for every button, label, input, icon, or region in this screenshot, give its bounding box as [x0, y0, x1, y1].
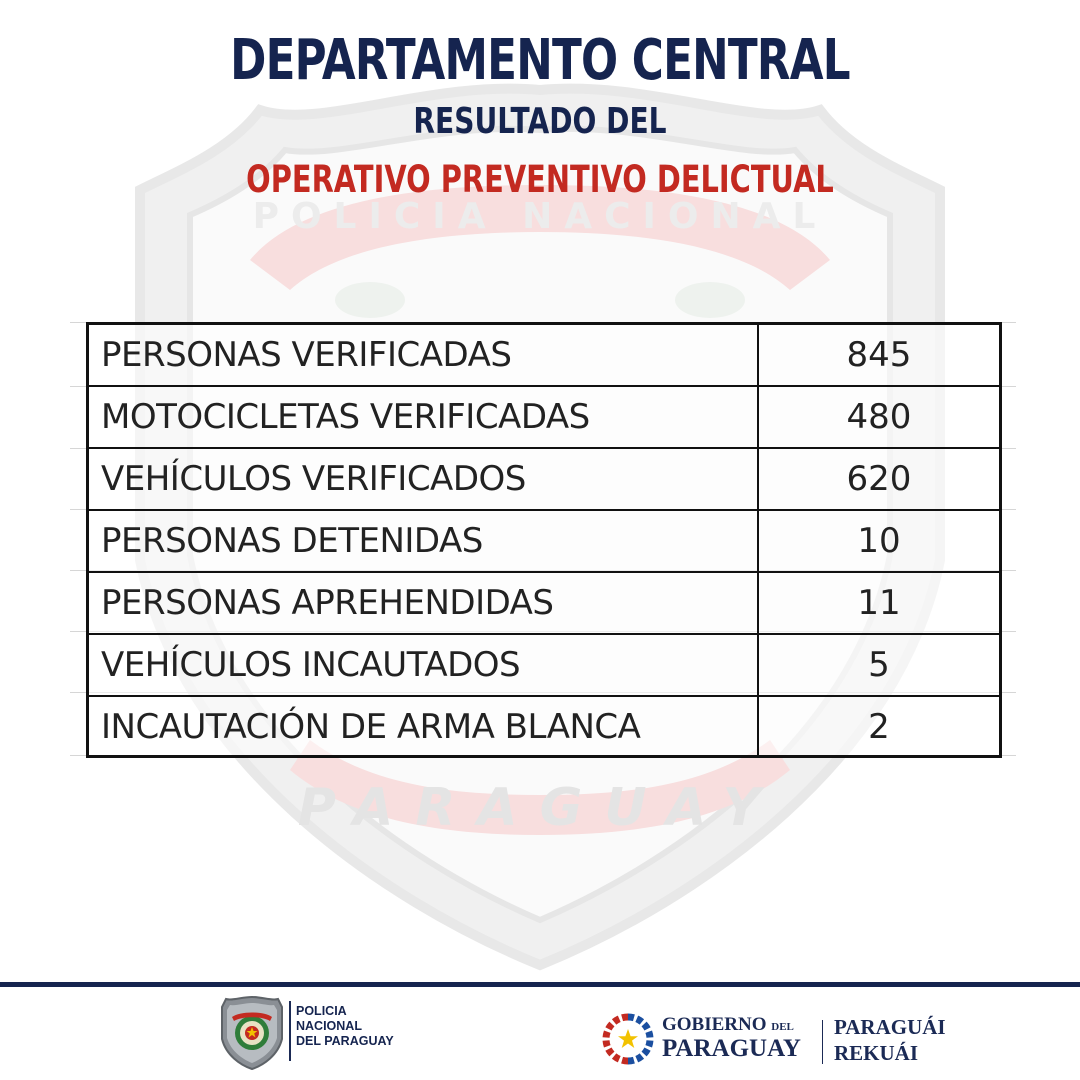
table-row — [89, 325, 999, 386]
row-value: 2 — [758, 696, 999, 757]
del-text: DEL — [771, 1021, 794, 1033]
results-table — [86, 322, 1002, 758]
row-label: VEHÍCULOS VERIFICADOS — [89, 448, 758, 510]
row-value: 5 — [758, 634, 999, 696]
row-label: PERSONAS APREHENDIDAS — [89, 572, 758, 634]
page-title: DEPARTAMENTO CENTRAL — [230, 28, 850, 93]
gobierno-text: GOBIERNO — [662, 1014, 767, 1035]
title-block — [0, 28, 1080, 202]
police-text-line3: DEL PARAGUAY — [296, 1034, 394, 1048]
table-row — [89, 696, 999, 757]
page-subtitle: RESULTADO DEL — [413, 101, 667, 142]
table-row — [89, 572, 999, 634]
row-value: 480 — [758, 386, 999, 448]
watermark-top-text: POLICIA NACIONAL — [252, 196, 828, 237]
row-value: 11 — [758, 572, 999, 634]
table-row — [89, 448, 999, 510]
row-value: 620 — [758, 448, 999, 510]
paraguai-text: PARAGUÁI — [834, 1015, 946, 1039]
row-label: PERSONAS VERIFICADAS — [89, 325, 758, 386]
row-label: VEHÍCULOS INCAUTADOS — [89, 634, 758, 696]
row-value: 10 — [758, 510, 999, 572]
table-row — [89, 510, 999, 572]
police-logo-divider — [289, 1001, 291, 1061]
police-badge-logo — [220, 995, 284, 1071]
row-value: 845 — [758, 325, 999, 386]
police-logo-text — [296, 1004, 394, 1049]
police-text-line1: POLICIA — [296, 1004, 347, 1018]
guarani-text — [834, 1014, 946, 1066]
page-highlight-title: OPERATIVO PREVENTIVO DELICTUAL — [246, 158, 834, 201]
government-star-logo — [602, 1013, 654, 1065]
police-text-line2: NACIONAL — [296, 1019, 362, 1033]
government-logo-divider — [822, 1020, 823, 1064]
row-label: PERSONAS DETENIDAS — [89, 510, 758, 572]
row-label: MOTOCICLETAS VERIFICADAS — [89, 386, 758, 448]
footer — [0, 987, 1080, 1080]
rekuai-text: REKUÁI — [834, 1041, 919, 1065]
government-paraguay-text: PARAGUAY — [662, 1035, 801, 1062]
watermark-bottom-text: PARAGUAY — [297, 778, 783, 838]
table-row — [89, 634, 999, 696]
table-row — [89, 386, 999, 448]
row-label: INCAUTACIÓN DE ARMA BLANCA — [89, 696, 758, 757]
